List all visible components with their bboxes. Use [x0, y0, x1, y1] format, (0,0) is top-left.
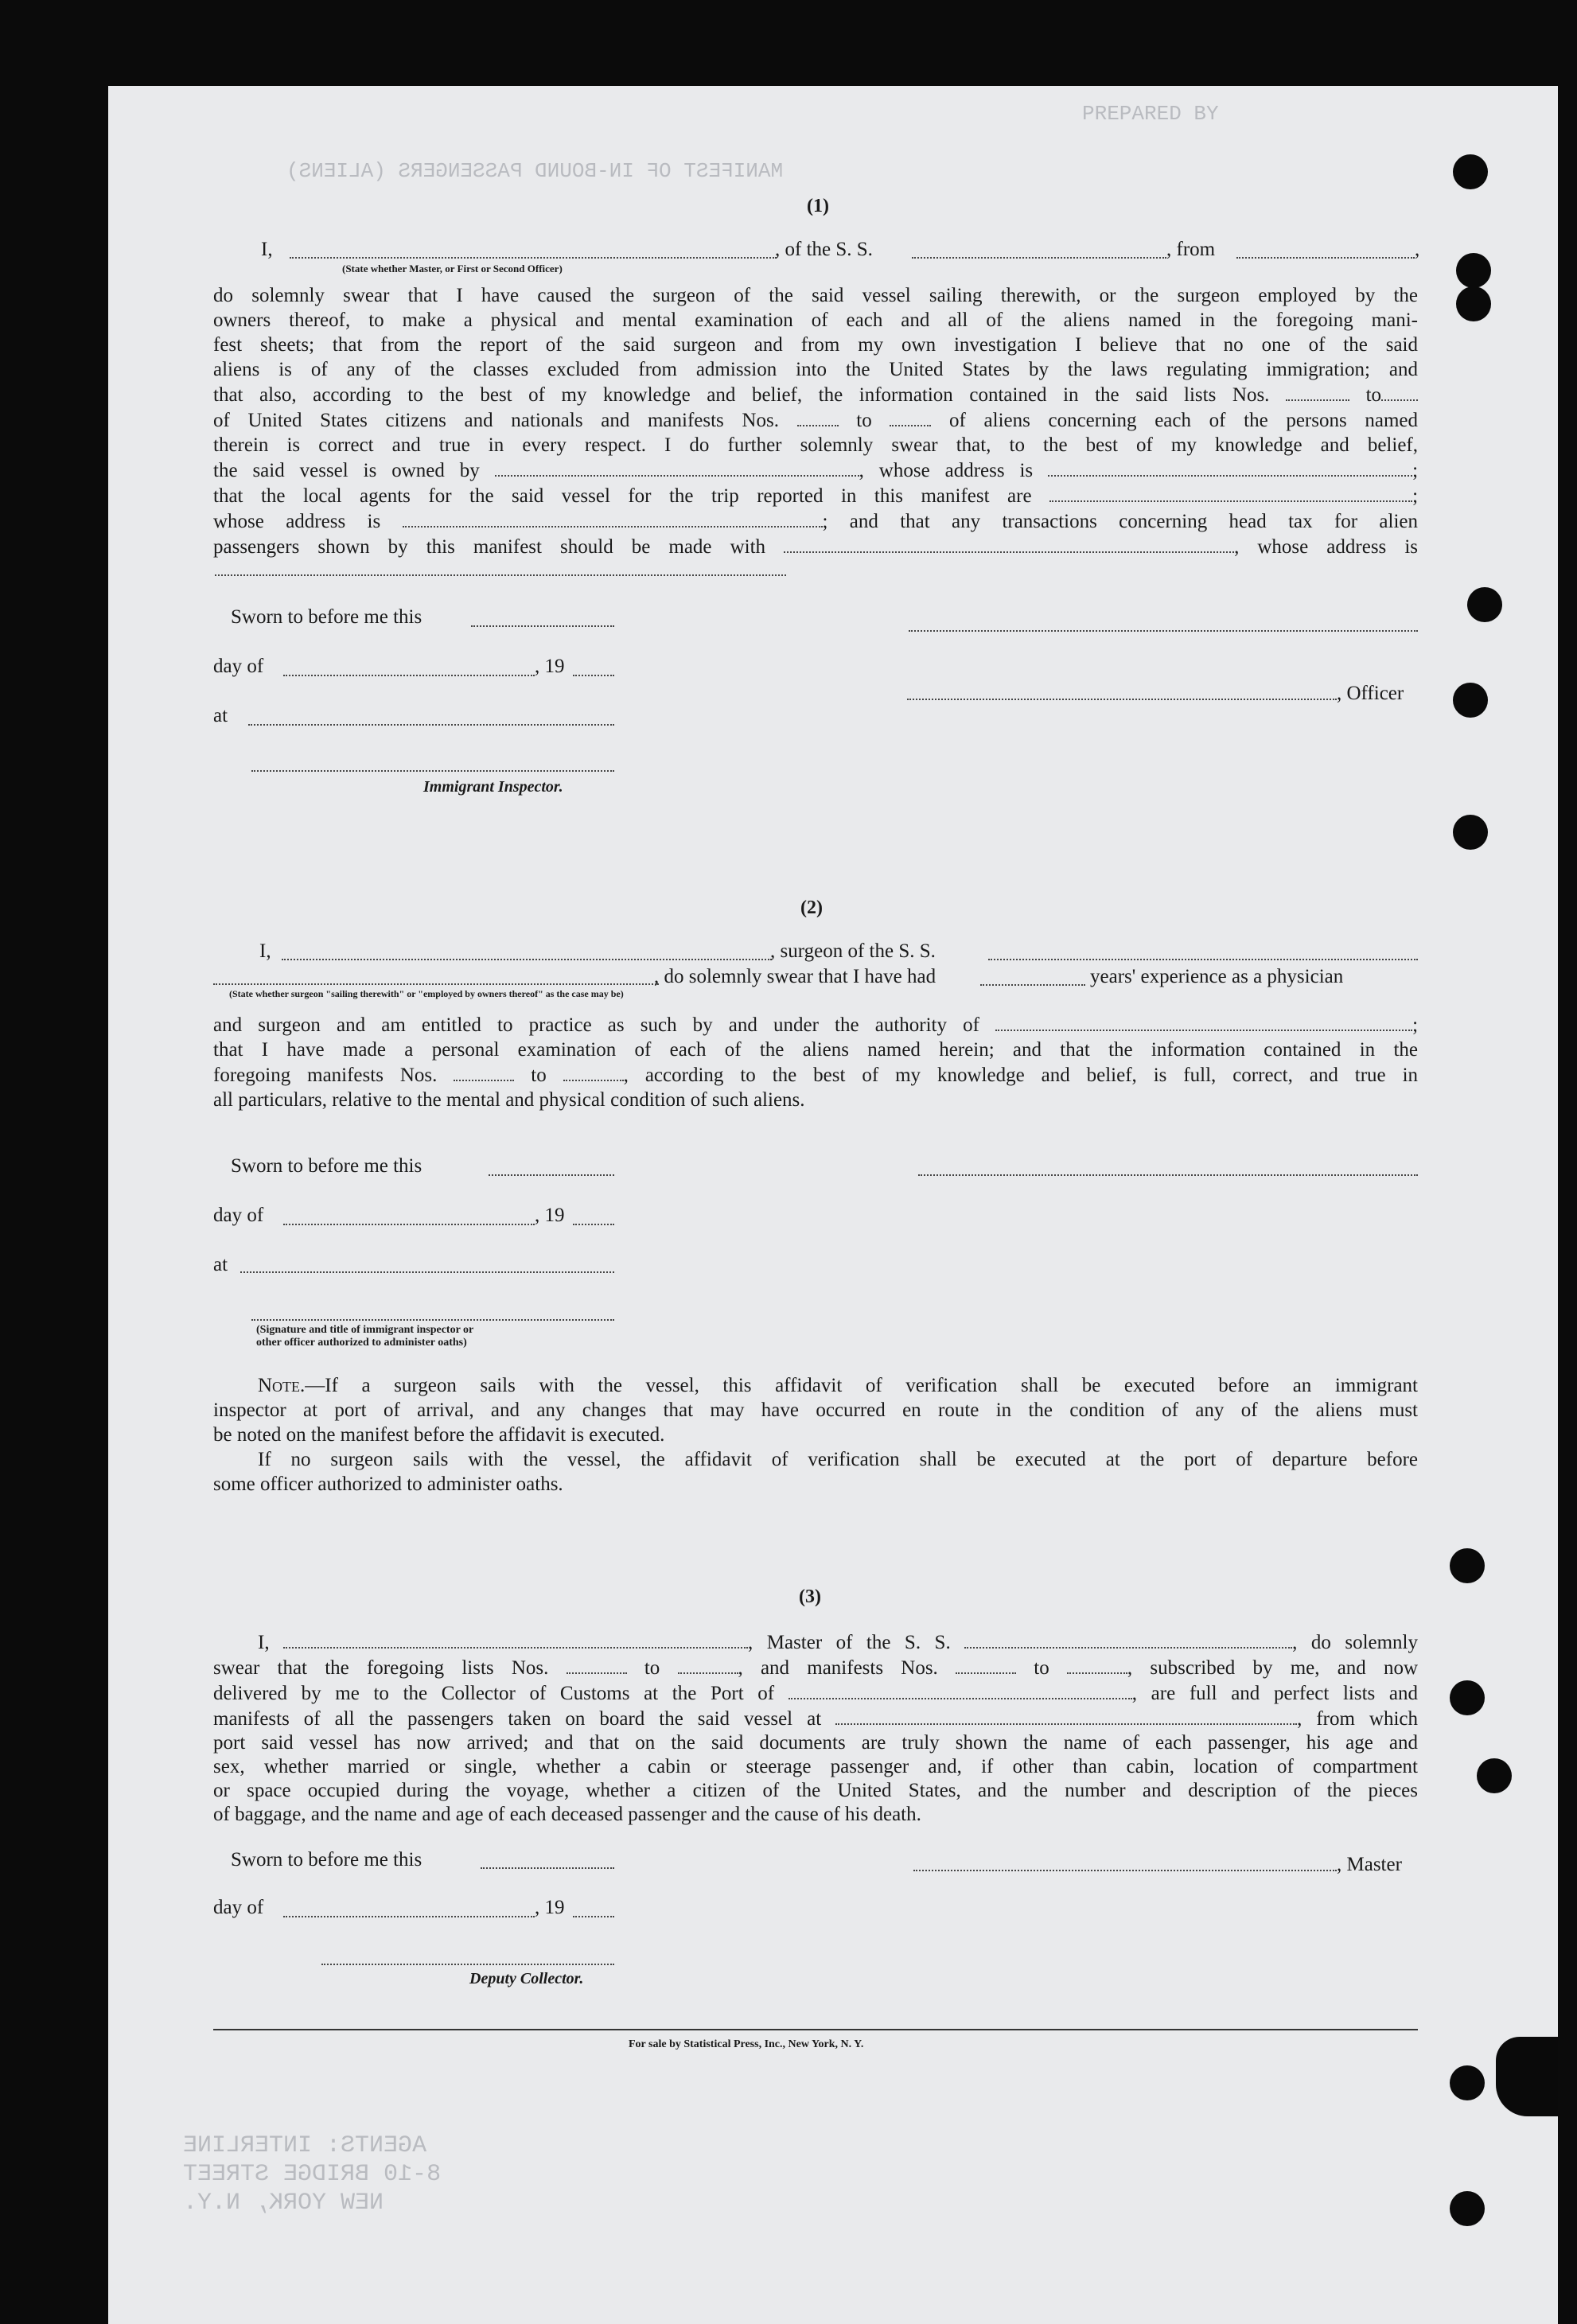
s1-inspector-signature-field[interactable]: [251, 770, 614, 772]
s1-body-line: aliens is of any of the classes excluded from admission into the United States by the laws regulating immigration; and: [213, 359, 1418, 380]
punch-hole: [1450, 1680, 1485, 1715]
footer-rule: [213, 2029, 1418, 2030]
s2-capacity-field[interactable]: [213, 983, 659, 985]
punch-hole: [1467, 587, 1502, 622]
s2-signature-hint: other officer authorized to administer oaths): [256, 1337, 467, 1349]
s3-body-line: or space occupied during the voyage, whether a citizen of the United States, and the number and description of the pieces: [213, 1780, 1418, 1801]
s3-master-signature-field[interactable]: [913, 1870, 1337, 1871]
s1-lists-to-field[interactable]: [1381, 382, 1418, 401]
s1-owner-address-field[interactable]: [1048, 457, 1412, 477]
punch-hole: [1450, 2065, 1485, 2100]
s2-surgeon-of-label: , surgeon of the S. S.: [770, 940, 936, 962]
punch-hole: [1453, 815, 1488, 850]
s1-from-label: , from: [1166, 239, 1216, 260]
s3-manifests-to-field[interactable]: [1067, 1655, 1127, 1674]
s1-body-line: that the local agents for the said vessel for the trip reported in this manifest are ;: [213, 483, 1418, 508]
s1-head-tax-field[interactable]: [784, 534, 1234, 553]
s3-month-field[interactable]: [283, 1916, 535, 1917]
s2-manifests-from-field[interactable]: [454, 1062, 514, 1081]
s1-inspector-label: Immigrant Inspector.: [423, 778, 563, 796]
s1-sworn-label: Sworn to before me this: [231, 606, 422, 628]
s1-at-field[interactable]: [248, 724, 614, 726]
s2-years-label: years' experience as a physician: [1090, 966, 1344, 987]
s3-master-label: , Master: [1337, 1854, 1402, 1875]
s1-officer-label: , Officer: [1337, 683, 1404, 704]
s2-signature-hint: (Signature and title of immigrant inspector or: [256, 1324, 474, 1336]
s2-month-field[interactable]: [283, 1224, 535, 1225]
s3-lists-from-field[interactable]: [567, 1655, 627, 1674]
s2-year-label: , 19: [535, 1205, 565, 1226]
s1-body-line: owners thereof, to make a physical and mental examination of each and all of the aliens named in the foregoing mani-: [213, 309, 1418, 331]
s2-vessel-field[interactable]: [988, 959, 1418, 960]
s2-capacity-hint: (State whether surgeon "sailing therewith" or "employed by owners thereof" as the case may be): [229, 988, 624, 999]
s1-manifests-to-field[interactable]: [890, 407, 931, 426]
s1-body-line: do solemnly swear that I have caused the surgeon of the said vessel sailing therewith, or the surgeon employed by the: [213, 285, 1418, 306]
s3-deputy-label: Deputy Collector.: [469, 1970, 584, 1987]
s3-body-line: port said vessel has now arrived; and that on the said documents are truly shown the name of each passenger, his age and: [213, 1732, 1418, 1754]
bleed-through-stamp: 8-10 BRIDGE STREET: [183, 2161, 442, 2188]
s3-collector-signature-field[interactable]: [321, 1964, 614, 1965]
note-line: be noted on the manifest before the affidavit is executed.: [213, 1424, 665, 1446]
s2-at-field[interactable]: [240, 1271, 614, 1273]
s2-body-line: foregoing manifests Nos. to , according to the best of my knowledge and belief, is full, correct, and true in: [213, 1062, 1418, 1088]
s1-body-line: of United States citizens and nationals and manifests Nos. to of aliens concerning each of the persons named: [213, 407, 1418, 433]
s1-month-field[interactable]: [283, 675, 535, 676]
bleed-through-stamp: NEW YORK, N.Y.: [183, 2190, 384, 2217]
s3-body-line: I, , Master of the S. S. , do solemnly: [213, 1629, 1418, 1655]
punch-hole: [1456, 253, 1491, 288]
s1-sworn-date-field[interactable]: [471, 625, 614, 627]
s2-surgeon-signature-field[interactable]: [918, 1174, 1418, 1176]
s3-day-of-label: day of: [213, 1897, 264, 1918]
s1-from-field[interactable]: [1236, 257, 1415, 259]
note-line: Note.—If a surgeon sails with the vessel, this affidavit of verification shall be executed before an immigrant: [258, 1375, 1418, 1396]
s1-body-line: whose address is ; and that any transactions concerning head tax for alien: [213, 508, 1418, 534]
s3-body-line: manifests of all the passengers taken on board the said vessel at , from which: [213, 1706, 1418, 1731]
s1-vessel-field[interactable]: [912, 257, 1166, 259]
s2-sworn-label: Sworn to before me this: [231, 1155, 422, 1177]
s1-body-line: the said vessel is owned by , whose address is ;: [213, 457, 1418, 483]
s1-officer-title-field[interactable]: [907, 699, 1337, 700]
s3-embark-port-field[interactable]: [835, 1706, 1297, 1725]
s1-body-line: fest sheets; that from the report of the said surgeon and from my own investigation I believe that no one of the said: [213, 334, 1418, 356]
s3-body-line: delivered by me to the Collector of Customs at the Port of , are full and perfect lists and: [213, 1680, 1418, 1706]
footer-printer: For sale by Statistical Press, Inc., New York, N. Y.: [629, 2038, 864, 2050]
s2-authority-field[interactable]: [995, 1012, 1412, 1031]
s2-year-field[interactable]: [573, 1224, 614, 1225]
s1-lists-from-field[interactable]: [1286, 382, 1349, 401]
s2-sworn-date-field[interactable]: [489, 1174, 614, 1176]
section-1-heading: (1): [807, 196, 829, 216]
s3-name-field[interactable]: [283, 1629, 748, 1649]
punch-hole: [1450, 2191, 1485, 2226]
s1-body-line: therein is correct and true in every respect. I do further solemnly swear that, to the best of my knowledge and belief,: [213, 434, 1418, 456]
s1-body: [213, 283, 1418, 559]
punch-hole: [1456, 286, 1491, 321]
bleed-through-stamp: AGENTS: INTERLINE: [183, 2132, 427, 2159]
s2-name-field[interactable]: [282, 959, 772, 960]
s1-officer-hint: (State whether Master, or First or Second Officer): [342, 263, 563, 274]
s2-at-label: at: [213, 1254, 228, 1275]
note-paragraph: [213, 1373, 1418, 1497]
s2-manifests-to-field[interactable]: [563, 1062, 624, 1081]
s3-manifests-from-field[interactable]: [956, 1655, 1016, 1674]
punch-hole: [1450, 1548, 1485, 1583]
punch-hole: [1453, 683, 1488, 718]
section-3-heading: (3): [799, 1586, 821, 1607]
s1-manifests-from-field[interactable]: [797, 407, 839, 426]
s2-body-line: that I have made a personal examination of each of the aliens named herein; and that the information contained in the: [213, 1039, 1418, 1061]
s1-master-signature-field[interactable]: [909, 630, 1418, 632]
s3-sworn-date-field[interactable]: [481, 1867, 614, 1869]
note-line: inspector at port of arrival, and any changes that may have occurred en route in the condition of any of the aliens must: [213, 1399, 1418, 1421]
s3-body: [213, 1629, 1418, 1827]
s1-of-ss-label: , of the S. S.: [775, 239, 873, 260]
s3-sworn-label: Sworn to before me this: [231, 1849, 422, 1870]
s1-at-label: at: [213, 705, 228, 726]
s3-port-field[interactable]: [788, 1680, 1132, 1699]
s2-i-label: I,: [259, 940, 271, 962]
s3-body-line: sex, whether married or single, whether a cabin or steerage passenger and, if other than cabin, location of compartment: [213, 1756, 1418, 1777]
s3-vessel-field[interactable]: [964, 1629, 1292, 1649]
bleed-through-header: PREPARED BY: [1082, 102, 1219, 126]
note-line: some officer authorized to administer oaths.: [213, 1473, 563, 1495]
s1-body-line: that also, according to the best of my knowledge and belief, the information contained in the said lists Nos. to: [213, 382, 1418, 407]
s3-body-line: swear that the foregoing lists Nos. to , and manifests Nos. to , subscribed by me, and now: [213, 1655, 1418, 1680]
s1-year-field[interactable]: [573, 675, 614, 676]
bleed-through-title: MANIFEST OF IN-BOUND PASSENGERS (ALIENS): [286, 159, 784, 183]
s1-agents-address-field[interactable]: [403, 508, 823, 527]
s1-head-tax-address-field[interactable]: [215, 574, 786, 576]
s1-day-of-label: day of: [213, 656, 264, 677]
punch-hole: [1453, 154, 1488, 189]
s1-year-label: , 19: [535, 656, 565, 677]
s2-day-of-label: day of: [213, 1205, 264, 1226]
s3-year-label: , 19: [535, 1897, 565, 1918]
s3-body-line: of baggage, and the name and age of each deceased passenger and the cause of his death.: [213, 1804, 921, 1825]
s1-owner-field[interactable]: [495, 457, 859, 477]
s1-officer-field[interactable]: [290, 257, 777, 259]
s2-swear-label: , do solemnly swear that I have had: [654, 966, 936, 987]
note-label: Note.: [258, 1375, 306, 1396]
s1-comma: ,: [1415, 239, 1420, 260]
punch-hole: [1477, 1758, 1512, 1793]
s1-agents-field[interactable]: [1049, 483, 1412, 502]
torn-edge: [1496, 2037, 1558, 2116]
s2-body-line: all particulars, relative to the mental and physical condition of such aliens.: [213, 1089, 805, 1111]
s2-body-line: and surgeon and am entitled to practice as such by and under the authority of ;: [213, 1012, 1418, 1037]
section-2-heading: (2): [800, 897, 823, 918]
s3-year-field[interactable]: [573, 1916, 614, 1917]
s2-inspector-signature-field[interactable]: [251, 1319, 614, 1321]
s2-body: [213, 1012, 1418, 1112]
s3-lists-to-field[interactable]: [678, 1655, 738, 1674]
s1-body-line: passengers shown by this manifest should be made with , whose address is: [213, 534, 1418, 559]
s2-years-field[interactable]: [980, 984, 1085, 986]
note-line: If no surgeon sails with the vessel, the affidavit of verification shall be executed at the port of departure before: [258, 1449, 1418, 1470]
s1-i-label: I,: [261, 239, 273, 260]
